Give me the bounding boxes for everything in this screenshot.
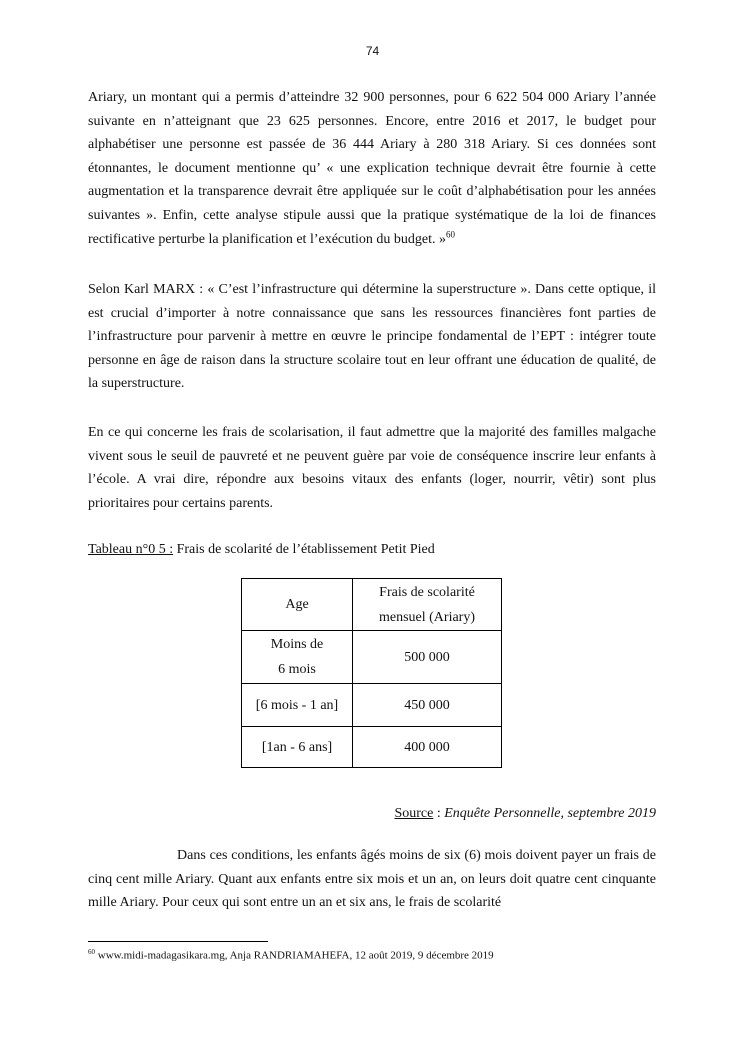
- paragraph-frais: En ce qui concerne les frais de scolarisation, il faut admettre que la majorité des familles malgache vivent sous le seuil de pauvreté et ne peuvent guère par voie de conséquence inscrire leur enfants à l’école. A vrai dire, répondre aux besoins vitaux des enfants (loger, nourrir, vêtir) sont plus prioritaires pour certains parents.: [88, 425, 656, 511]
- table-header-row: [242, 579, 502, 631]
- header-fee: [353, 579, 502, 631]
- footnote-reference[interactable]: 60: [446, 228, 456, 239]
- cell-age: [6 mois - 1 an]: [242, 684, 353, 727]
- paragraph-budget-text: Ariary, un montant qui a permis d’atteindre 32 900 personnes, pour 6 622 504 000 Ariary l’année suivante en n’atteignant que 23 625 personnes. Encore, entre 2016 et 2017, le budget pour alphabétiser une personne est passée de 36 444 Ariary à 280 318 Ariary. Si ces données sont étonnantes, le document mentionne qu’ « une explication technique devrait être fournie à cette augmentation et la transparence devrait être appliquée sur le coût d’alphabétisation pour les années suivantes ». Enfin, cette analyse stipule aussi que la pratique systématique de la loi de finances rectificative perturbe la planification et l’exécution du budget. »: [88, 90, 656, 247]
- paragraph-conditions: Dans ces conditions, les enfants âgés moins de six (6) mois doivent payer un frais de cinq cent mille Ariary. Quant aux enfants entre six mois et un an, on leurs doit quatre cent cinquante mille Ariary. Pour ceux qui sont entre un an et six ans, le frais de scolarité: [88, 848, 656, 911]
- footnote-divider: [88, 941, 268, 942]
- table-caption-label: Tableau n°0 5 :: [88, 542, 174, 557]
- cell-age-line2: 6 mois: [278, 662, 316, 677]
- table-caption-text: Frais de scolarité de l’établissement Petit Pied: [173, 542, 435, 557]
- paragraph-marx: Selon Karl MARX : « C’est l’infrastructure qui détermine la superstructure ». Dans cette optique, il est crucial d’importer à notre connaissance que sans les ressources financières font parties de l’infrastructure pour parvenir à mettre en œuvre le principe fondamental de l’EPT : intégrer toute personne en âge de raison dans la structure scolaire tout en leur offrant une éducation de qualité, de la superstructure.: [88, 282, 656, 392]
- table-row: [242, 684, 502, 727]
- cell-age: [242, 631, 353, 684]
- cell-fee: 500 000: [353, 631, 502, 684]
- footnote-text: www.midi-madagasikara.mg, Anja RANDRIAMAHEFA, 12 août 2019, 9 décembre 2019: [95, 949, 494, 962]
- source-text: Enquête Personnelle, septembre 2019: [444, 806, 656, 821]
- cell-fee: 450 000: [353, 684, 502, 727]
- table-source: [394, 806, 656, 822]
- header-age: Age: [242, 579, 353, 631]
- cell-fee: 400 000: [353, 727, 502, 768]
- paragraph-budget: [88, 86, 656, 251]
- cell-age: [1an - 6 ans]: [242, 727, 353, 768]
- page-number: 74: [365, 44, 380, 58]
- header-fee-line2: mensuel (Ariary): [378, 609, 476, 625]
- cell-age-line1: Moins de: [270, 637, 324, 652]
- footnote-number: 60: [88, 948, 95, 956]
- source-label: Source: [394, 806, 434, 821]
- table-row: [242, 631, 502, 684]
- table-caption: [88, 540, 435, 560]
- header-fee-line1: Frais de scolarité: [379, 584, 475, 600]
- fees-table: [241, 578, 502, 768]
- footnote: [88, 948, 494, 962]
- source-separator: :: [433, 806, 445, 821]
- table-row: [242, 727, 502, 768]
